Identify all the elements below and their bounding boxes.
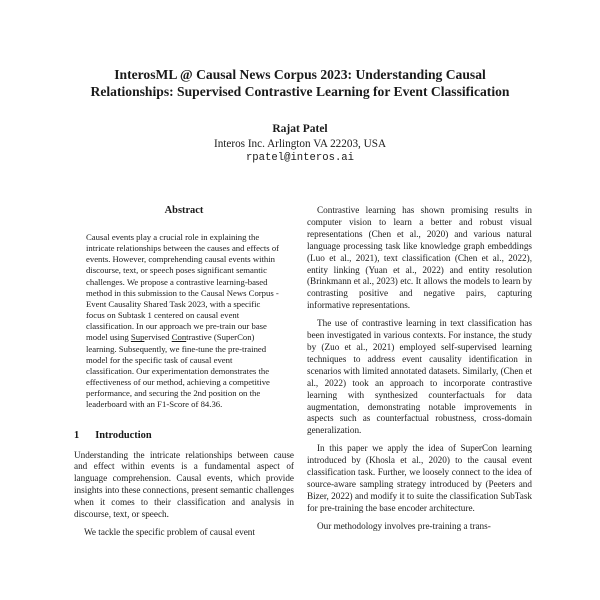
title-line-2: Relationships: Supervised Contrastive Learning for Event Classification (90, 84, 510, 99)
right-paragraph-2: The use of contrastive learning in text classification has been investigated in various contexts. For instance, the study by (Zuo et al., 2021) employed self-supervised learning techniques to address event causality identification in scenarios with limited annotated datasets. Similarly, (Chen et al., 2022) took an approach to incorporate contrastive learning with synthesized counterfactuals for data augmentation, demonstrating notable improvements in aspects such as counterfactual robustness, cross-domain generalization. (307, 318, 532, 436)
section-heading-introduction (74, 430, 294, 441)
abstract-text (86, 232, 280, 411)
author-email: rpatel@interos.ai (245, 152, 355, 164)
intro-paragraph-1: Understanding the intricate relationships between cause and effect within events is a fundamental aspect of language comprehension. Causal events, which provide insights into these connections, present semantic challenges when it comes to their classification and analysis in discourse, text, or speech. (74, 449, 294, 520)
abstract-body (74, 232, 294, 411)
abstract-text-part2: trastive (SuperCon) learning. Subsequently, we fine-tune the pre-trained model for the specific task of causal event classification. Our experimentation demonstrates the effectiveness of our method, achieving a competitive performance, and securing the 2nd position on the leaderboard with an F1-Score of 84.36. (86, 332, 270, 410)
right-column (307, 205, 532, 533)
abstract-heading: Abstract (164, 205, 204, 216)
right-paragraph-3: In this paper we apply the idea of SuperCon learning introduced by (Khosla et al., 2020) to the causal event classification task. Further, we loosely connect to the idea of source-aware sampling strategy introduced by (Peeters and Bizer, 2022) and modify it to suite the classification SubTask for pre-training the base encoder architecture. (307, 443, 532, 513)
title-line-1: InterosML @ Causal News Corpus 2023: Understanding Causal (114, 67, 486, 82)
section-number: 1 (74, 429, 80, 441)
right-paragraph-1: Contrastive learning has shown promising results in computer vision to learn a better and robust visual representations (Chen et al., 2020) and various natural language processing task like knowledge graph embeddings (Luo et al., 2021), text classification (Chen et al., 2022), entity linking (Yuan et al., 2022) and entity resolution (Brinkmann et al., 2023) etc. It allows the models to learn by contrasting positive and negative pairs, capturing informative representations. (307, 205, 532, 311)
author-name: Rajat Patel (272, 123, 328, 135)
intro-paragraph-2: We tackle the specific problem of causal event (84, 526, 255, 537)
abstract-con-underline: Con (171, 332, 187, 343)
abstract-sup-underline: Sup (130, 332, 145, 343)
paper-title (40, 66, 560, 100)
intro-body (74, 450, 294, 539)
abstract-text-part1: Causal events play a crucial role in explaining the intricate relationships between the causes and effects of events. However, comprehending causal events within discourse, text, or speech poses significant semantic challenges. We propose a contrastive learning-based method in this submission to the Causal News Corpus - Event Causality Shared Task 2023, with a specific focus on Subtask 1 centered on causal event classification. In our approach we pre-train our base model using (86, 232, 280, 343)
right-body (307, 205, 532, 533)
abstract-sup-rest: ervised (144, 332, 172, 343)
left-column (74, 205, 294, 539)
right-paragraph-4: Our methodology involves pre-training a trans- (317, 520, 491, 531)
author-affiliation: Interos Inc. Arlington VA 22203, USA (213, 138, 387, 150)
section-title: Introduction (95, 429, 152, 441)
